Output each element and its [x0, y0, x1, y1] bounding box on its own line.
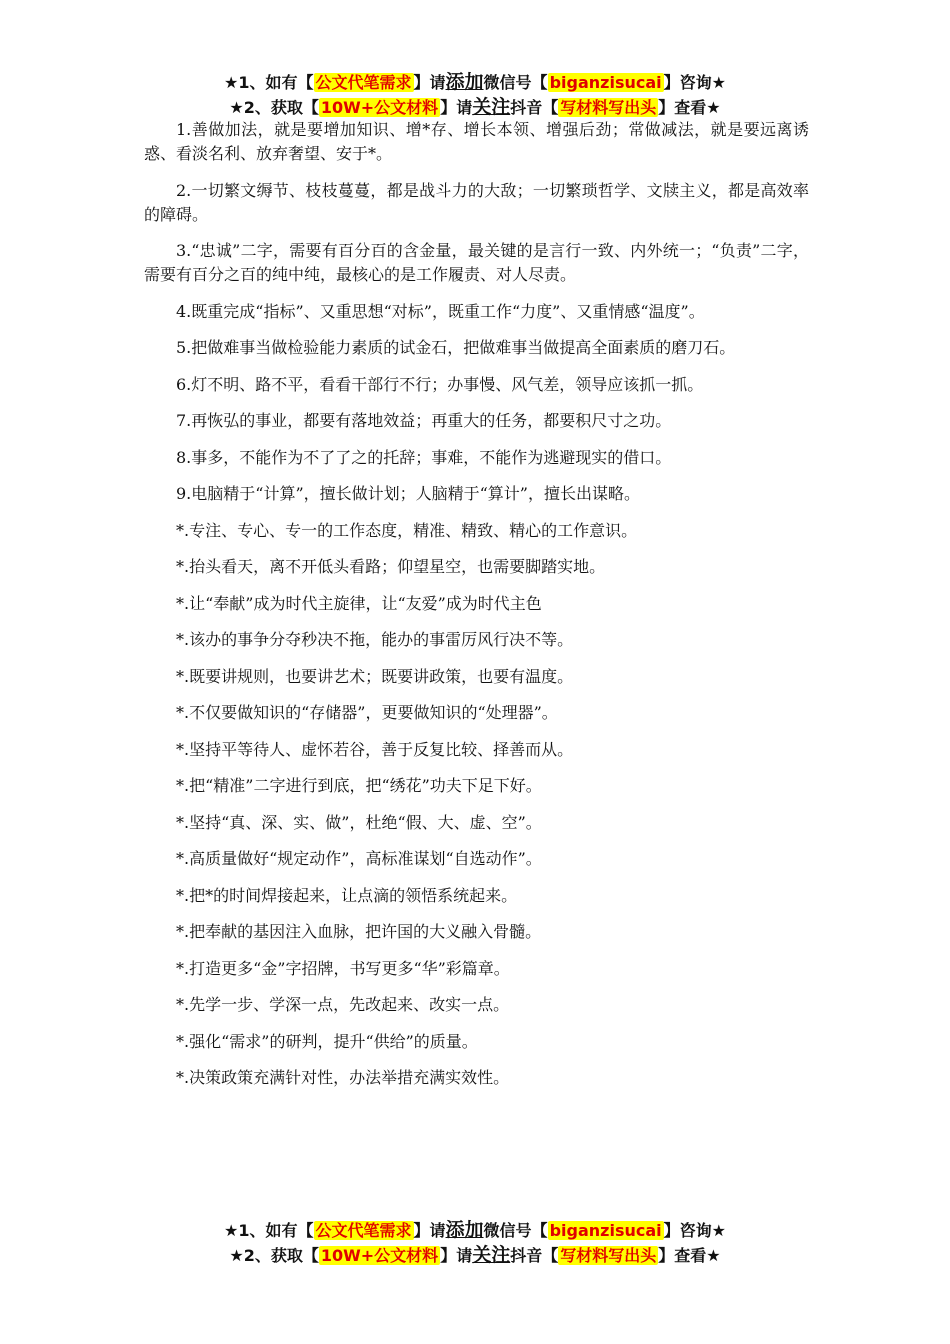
paragraph: 6.灯不明、路不平，看看干部行不行；办事慢、风气差，领导应该抓一抓。	[176, 374, 704, 394]
highlight-douyin-account: 写材料写出头	[560, 1246, 657, 1265]
highlight-wechat-id: biganzisucai	[549, 73, 662, 92]
banner-text: 】咨询★	[663, 1221, 726, 1240]
banner-text: 】请	[440, 98, 473, 117]
banner-text: 微信号【	[483, 1221, 548, 1240]
paragraph: 3.“忠诚”二字，需要有百分百的含金量，最关键的是言行一致、内外统一；“负责”二字， 需要有百分之百的纯中纯，最核心的是工作履责、对人尽责。	[144, 241, 809, 284]
emphasis-add: 添加	[445, 71, 484, 93]
banner-line-1	[0, 1218, 950, 1243]
paragraph: *.坚持平等待人、虚怀若谷，善于反复比较、择善而从。	[176, 739, 574, 759]
paragraph: *.让“奉献”成为时代主旋律，让“友爱”成为时代主色	[176, 593, 542, 613]
banner-text: 】请	[413, 73, 446, 92]
banner-text: ★1、如有【	[224, 73, 314, 92]
highlight-materials: 10W+公文材料	[320, 1246, 439, 1265]
emphasis-follow: 关注	[472, 1244, 511, 1266]
paragraph: 5.把做难事当做检验能力素质的试金石，把做难事当做提高全面素质的磨刀石。	[176, 338, 736, 357]
paragraph: *.打造更多“金”字招牌，书写更多“华”彩篇章。	[176, 958, 510, 978]
highlight-service: 公文代笔需求	[315, 73, 412, 92]
paragraph: *.既要讲规则，也要讲艺术；既要讲政策，也要有温度。	[176, 666, 574, 686]
paragraph: *.坚持“真、深、实、做”，杜绝“假、大、虚、空”。	[176, 812, 542, 832]
banner-text: ★2、获取【	[229, 1246, 319, 1265]
banner-text: 微信号【	[483, 73, 548, 92]
paragraph: *.专注、专心、专一的工作态度，精准、精致、精心的工作意识。	[176, 520, 638, 540]
banner-text: 】咨询★	[663, 73, 726, 92]
header-banner	[0, 70, 950, 120]
paragraph: *.决策政策充满针对性，办法举措充满实效性。	[176, 1068, 510, 1087]
banner-line-2	[0, 1243, 950, 1268]
paragraph: *.不仅要做知识的“存储器”，更要做知识的“处理器”。	[176, 703, 558, 722]
footer-banner	[0, 1218, 950, 1268]
paragraph: 1.善做加法，就是要增加知识、增*存、增长本领、增强后劲；常做减法，就是要远离诱惑、看淡名利、放弃奢望、安于*。	[144, 120, 809, 163]
emphasis-add: 添加	[445, 1219, 484, 1241]
paragraph: *.该办的事争分夺秒决不拖，能办的事雷厉风行决不等。	[176, 630, 574, 649]
banner-text: 】查看★	[658, 98, 721, 117]
paragraph: *.把奉献的基因注入血脉，把许国的大义融入骨髓。	[176, 922, 542, 941]
emphasis-follow: 关注	[472, 96, 511, 118]
document-body	[144, 118, 809, 1103]
highlight-douyin-account: 写材料写出头	[560, 98, 657, 117]
banner-text: 抖音【	[510, 98, 559, 117]
paragraph: *.先学一步、学深一点，先改起来、改实一点。	[176, 995, 510, 1014]
paragraph: *.高质量做好“规定动作”，高标准谋划“自选动作”。	[176, 849, 542, 868]
highlight-service: 公文代笔需求	[315, 1221, 412, 1240]
paragraph: 2.一切繁文缛节、枝枝蔓蔓，都是战斗力的大敌；一切繁琐哲学、文牍主义，都是高效率的障碍。	[144, 180, 809, 224]
banner-text: 抖音【	[510, 1246, 559, 1265]
paragraph: 4.既重完成“指标”、又重思想“对标”，既重工作“力度”、又重情感“温度”。	[176, 301, 705, 321]
banner-text: ★1、如有【	[224, 1221, 314, 1240]
banner-text: ★2、获取【	[229, 98, 319, 117]
paragraph: *.强化“需求”的研判，提升“供给”的质量。	[176, 1031, 478, 1051]
paragraph: 9.电脑精于“计算”，擅长做计划；人脑精于“算计”，擅长出谋略。	[176, 484, 640, 503]
paragraph: 8.事多，不能作为不了了之的托辞；事难，不能作为逃避现实的借口。	[176, 447, 672, 467]
paragraph: *.抬头看天，离不开低头看路；仰望星空，也需要脚踏实地。	[176, 557, 606, 576]
highlight-materials: 10W+公文材料	[320, 98, 439, 117]
banner-text: 】请	[413, 1221, 446, 1240]
banner-line-2	[0, 95, 950, 120]
banner-text: 】查看★	[658, 1246, 721, 1265]
banner-line-1	[0, 70, 950, 95]
paragraph: *.把*的时间焊接起来，让点滴的领悟系统起来。	[176, 885, 518, 905]
highlight-wechat-id: biganzisucai	[549, 1221, 662, 1240]
banner-text: 】请	[440, 1246, 473, 1265]
paragraph: 7.再恢弘的事业，都要有落地效益；再重大的任务，都要积尺寸之功。	[176, 411, 672, 430]
paragraph: *.把“精准”二字进行到底，把“绣花”功夫下足下好。	[176, 776, 542, 795]
